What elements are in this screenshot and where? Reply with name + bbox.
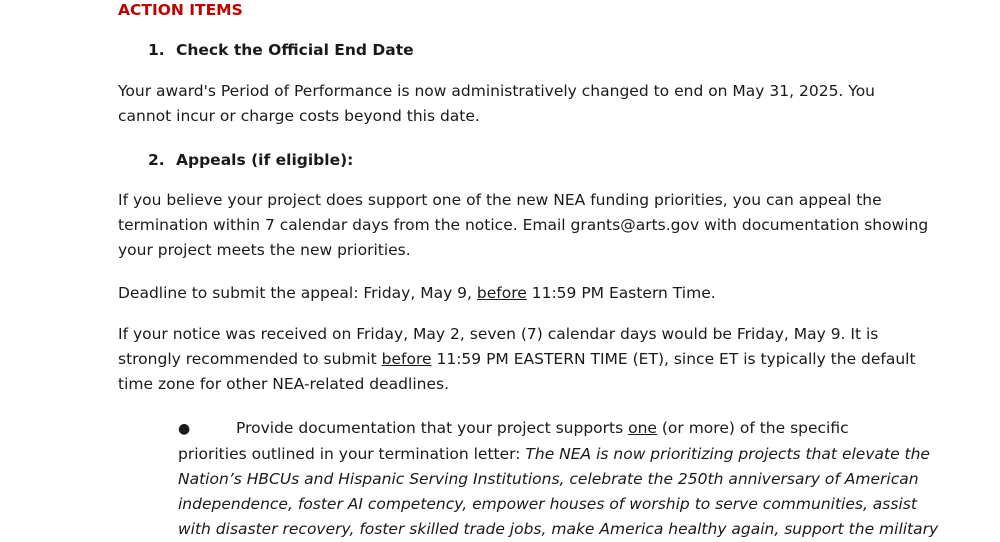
documentation-bullet [178,416,958,542]
timing-prefix: strongly recommended to submit [118,350,382,368]
bullet-line: with disaster recovery, foster skilled trade jobs, make America healthy again, support the military [178,520,939,538]
paragraph-line: termination within 7 calendar days from the notice. Email grants@arts.gov with documentation showing [118,216,929,234]
bullet-line: Nation’s HBCUs and Hispanic Serving Institutions, celebrate the 250th anniversary of American [178,470,919,488]
deadline-underlined: before [476,284,527,302]
item-1-number: 1. [148,41,165,59]
appeal-paragraph [118,188,929,263]
item-2-title: Appeals (if eligible): [176,151,354,169]
paragraph-line: time zone for other NEA-related deadlines. [118,375,449,393]
timing-underlined: before [381,350,432,368]
item-2-number: 2. [148,151,165,169]
timing-suffix: 11:59 PM EASTERN TIME (ET), since ET is typically the default [431,350,916,368]
paragraph-line: Your award's Period of Performance is now administratively changed to end on May 31, 2025. You [118,82,876,100]
end-date-paragraph [118,79,898,129]
paragraph-line: cannot incur or charge costs beyond this date. [118,107,480,125]
item-2-heading [148,150,353,170]
deadline-paragraph [118,281,898,306]
bullet-prefix: Provide documentation that your project supports [236,419,629,437]
bullet-suffix: (or more) of the specific [656,419,849,437]
item-1-title: Check the Official End Date [176,41,414,59]
timing-paragraph [118,322,916,397]
bullet-italic: The NEA is now prioritizing projects that elevate the [525,445,930,463]
bullet-line [178,442,958,467]
bullet-underlined: one [628,419,657,437]
bullet-plain: priorities outlined in your termination letter: [178,445,526,463]
item-1-heading [148,40,414,60]
bullet-line [178,416,958,442]
paragraph-line: your project meets the new priorities. [118,241,411,259]
action-items-heading: ACTION ITEMS [118,1,243,19]
paragraph-line: If your notice was received on Friday, May 2, seven (7) calendar days would be Friday, May 9. It is [118,325,879,343]
deadline-suffix: 11:59 PM Eastern Time. [526,284,716,302]
paragraph-line [118,281,898,306]
bullet-line: independence, foster AI competency, empower houses of worship to serve communities, assist [178,495,917,513]
bullet-icon: ● [178,421,191,437]
deadline-prefix: Deadline to submit the appeal: Friday, May 9, [118,284,477,302]
paragraph-line: If you believe your project does support one of the new NEA funding priorities, you can appeal the [118,191,882,209]
paragraph-line [118,347,916,372]
